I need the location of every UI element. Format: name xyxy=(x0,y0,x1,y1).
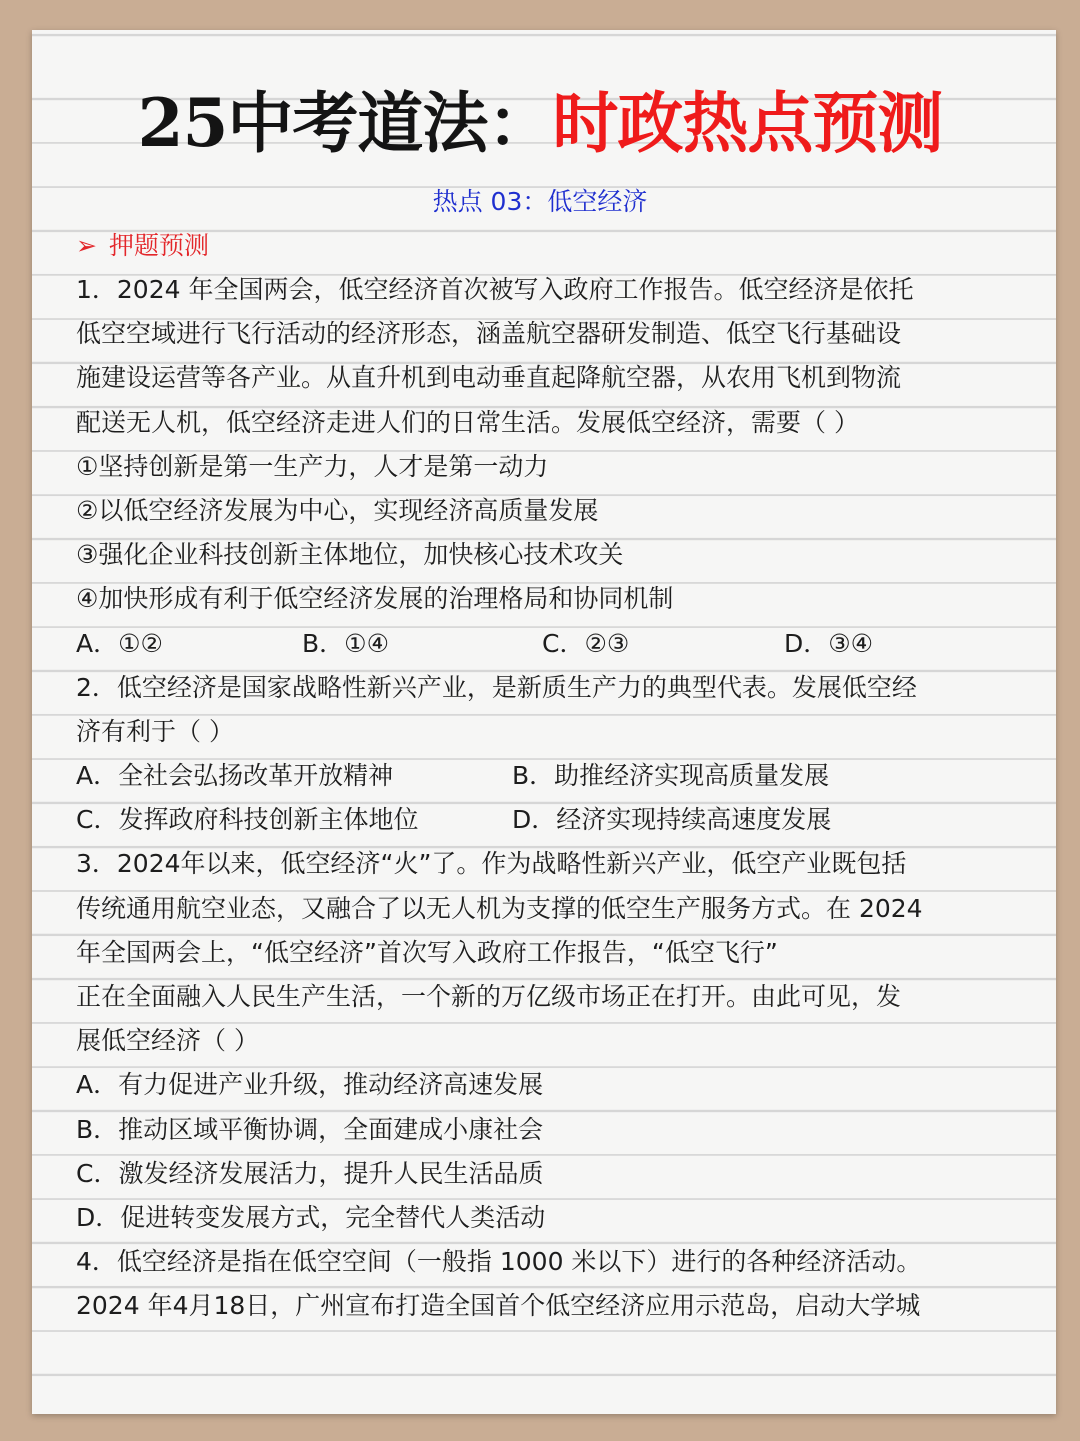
q2-stem-line: 2．低空经济是国家战略性新兴产业，是新质生产力的典型代表。发展低空经 xyxy=(76,672,917,702)
q1-statement: ④加快形成有利于低空经济发展的治理格局和协同机制 xyxy=(76,584,674,614)
q1-stem-line: 配送无人机，低空经济走进人们的日常生活。发展低空经济，需要（ ） xyxy=(76,407,859,437)
q1-options-row xyxy=(76,622,1016,666)
title-highlight: 时政热点预测 xyxy=(552,84,943,162)
q1-stem-line: 低空空域进行飞行活动的经济形态，涵盖航空器研发制造、低空飞行基础设 xyxy=(76,319,902,349)
section-header xyxy=(76,226,209,266)
section-label: 押题预测 xyxy=(108,231,209,260)
q3-stem-line: 3．2024年以来，低空经济“火”了。作为战略性新兴产业，低空产业既包括 xyxy=(76,849,907,879)
q2-option-c: C．发挥政府科技创新主体地位 xyxy=(76,805,419,835)
q4-stem-line: 4．低空经济是指在低空空间（一般指 1000 米以下）进行的各种经济活动。 xyxy=(76,1247,922,1277)
q2-options-row xyxy=(76,798,1016,842)
q3-stem-line: 年全国两会上，“低空经济”首次写入政府工作报告，“低空飞行” xyxy=(76,937,778,967)
q3-option-d: D．促进转变发展方式，完全替代人类活动 xyxy=(76,1202,546,1232)
q1-option-c: C．②③ xyxy=(542,628,630,658)
q1-statement: ②以低空经济发展为中心，实现经济高质量发展 xyxy=(76,495,599,525)
q2-option-d: D．经济实现持续高速度发展 xyxy=(512,805,832,835)
page-title xyxy=(0,80,1080,166)
q2-option-a: A．全社会弘扬改革开放精神 xyxy=(76,761,394,791)
q1-option-a: A．①② xyxy=(76,628,163,658)
q3-option-a: A．有力促进产业升级，推动经济高速发展 xyxy=(76,1070,544,1100)
q1-stem-line: 施建设运营等各产业。从直升机到电动垂直起降航空器，从农用飞机到物流 xyxy=(76,363,902,393)
q2-option-b: B．助推经济实现高质量发展 xyxy=(512,761,830,791)
questions-body xyxy=(76,268,1016,1329)
q2-stem-line: 济有利于（ ） xyxy=(76,716,234,746)
q3-stem-line: 展低空经济（ ） xyxy=(76,1026,259,1056)
hotspot-subtitle: 热点 03：低空经济 xyxy=(432,187,648,216)
q3-option-b: B．推动区域平衡协调，全面建成小康社会 xyxy=(76,1114,544,1144)
q1-statement: ③强化企业科技创新主体地位，加快核心技术攻关 xyxy=(76,540,624,570)
q3-stem-line: 正在全面融入人民生产生活，一个新的万亿级市场正在打开。由此可见，发 xyxy=(76,982,902,1011)
q1-stem-line: 1．2024 年全国两会，低空经济首次被写入政府工作报告。低空经济是依托 xyxy=(76,275,914,304)
q1-statement: ①坚持创新是第一生产力，人才是第一动力 xyxy=(76,451,549,481)
title-prefix: 25中考道法： xyxy=(137,84,553,162)
q4-stem-line: 2024 年4月18日，广州宣布打造全国首个低空经济应用示范岛，启动大学城 xyxy=(76,1291,921,1321)
q2-options-row xyxy=(76,754,1016,798)
q3-option-c: C．激发经济发展活力，提升人民生活品质 xyxy=(76,1158,544,1188)
q1-option-b: B．①④ xyxy=(302,628,389,658)
q3-stem-line: 传统通用航空业态，又融合了以无人机为支撑的低空生产服务方式。在 2024 xyxy=(76,893,923,923)
q1-option-d: D．③④ xyxy=(784,628,874,658)
arrow-icon: ➢ xyxy=(76,231,97,260)
